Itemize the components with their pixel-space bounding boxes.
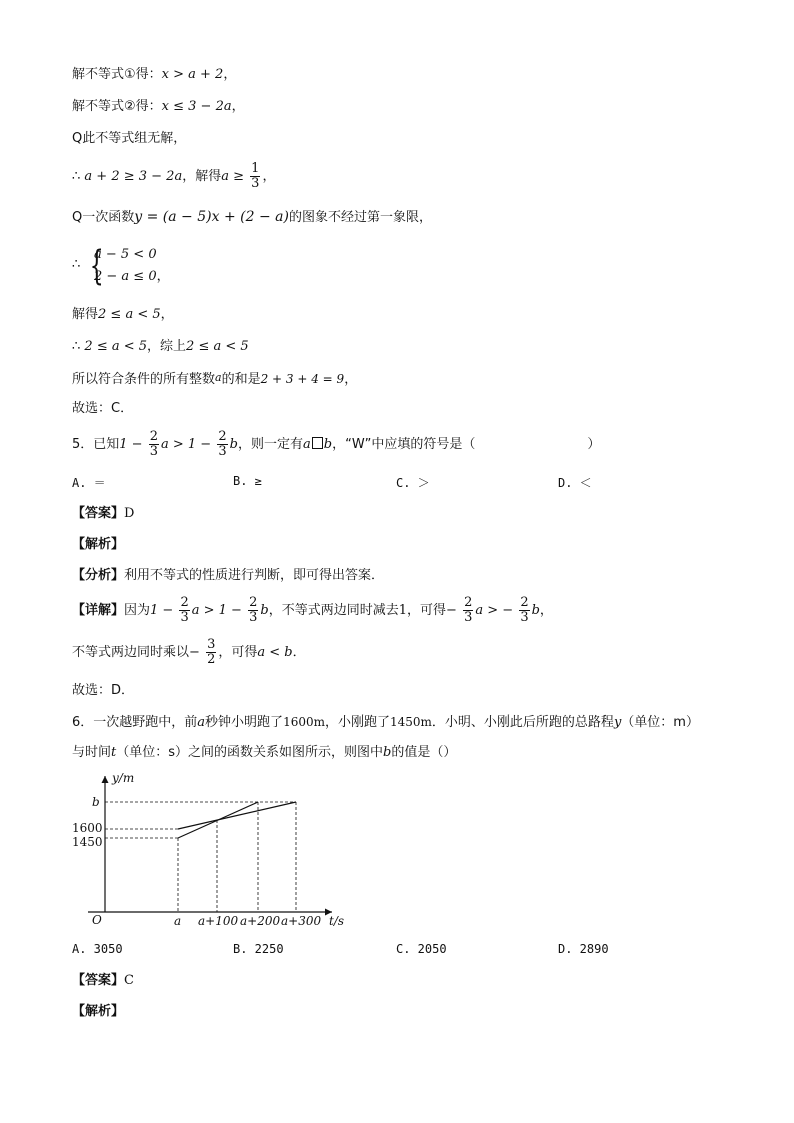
q5-answer: 【答案】D — [72, 506, 135, 521]
y-tick-1450: 1450 — [72, 835, 103, 849]
q5-xiangjie-line-2: 不等式两边同时乘以− $\frac{3}{2}$ ，可得a < b． — [72, 637, 306, 667]
solution-line-4: ∴ a + 2 ≥ 3 − 2a，解得a ≥ $\frac{1}{3}$ ， — [72, 161, 276, 191]
system-brace: { — [89, 243, 104, 289]
question-6-line-1: 6．一次越野跑中，前a秒钟小明跑了1600m，小刚跑了1450m．小明、小刚此后所跑的总路程y（单位：m） — [72, 715, 699, 730]
y-tick-b: b — [92, 795, 100, 809]
fraction-two-thirds: $\frac{2}{3}$ — [249, 595, 258, 625]
q5-choose: 故选：D． — [72, 683, 135, 698]
line-xiaogang — [178, 802, 258, 838]
q6-option-b: B. 2250 — [233, 942, 284, 956]
x-tick-a200: a+200 — [240, 914, 281, 928]
fraction-two-thirds: $\frac{2}{3}$ — [149, 429, 158, 459]
fraction-two-thirds: $\frac{2}{3}$ — [520, 595, 529, 625]
y-axis-label: y/m — [112, 771, 135, 785]
q6-option-a: A. 3050 — [72, 942, 123, 956]
fraction-two-thirds: $\frac{2}{3}$ — [464, 595, 473, 625]
line-xiaoming — [178, 802, 296, 829]
q6-analysis-heading: 【解析】 — [72, 1004, 125, 1019]
solution-line-8: ∴ 2 ≤ a < 5，综上2 ≤ a < 5 — [72, 339, 249, 354]
q5-option-a: A. ＝ — [72, 476, 106, 490]
q5-fenxi: 【分析】利用不等式的性质进行判断，即可得出答案． — [72, 568, 385, 583]
q5-option-c: C. ＞ — [396, 476, 430, 490]
x-tick-a: a — [174, 914, 182, 928]
fraction-one-third: $\frac{1}{3}$ — [251, 161, 260, 191]
solution-line-1: 解不等式①得：x > a + 2， — [72, 67, 237, 82]
system-row-1: a − 5 < 0 — [94, 247, 157, 262]
q5-analysis-heading: 【解析】 — [72, 537, 125, 552]
solution-line-7: 解得2 ≤ a < 5， — [72, 307, 174, 322]
q6-option-c: C. 2050 — [396, 942, 447, 956]
origin-label: O — [92, 913, 102, 927]
fraction-three-halves: $\frac{3}{2}$ — [207, 637, 216, 667]
x-tick-a100: a+100 — [198, 914, 239, 928]
solution-line-10: 故选：C． — [72, 401, 134, 416]
q6-option-d: D. 2890 — [558, 942, 609, 956]
x-axis-label: t/s — [329, 914, 345, 928]
fraction-two-thirds: $\frac{2}{3}$ — [218, 429, 227, 459]
x-tick-a300: a+300 — [281, 914, 322, 928]
question-5: 5．已知1 − $\frac{2}{3}$ a > 1 − $\frac{2}{3}$ b，则一定有a b，“W”中应填的符号是（ ） — [72, 429, 601, 459]
solution-line-2: 解不等式②得：x ≤ 3 − 2a， — [72, 99, 245, 114]
q5-option-d: D. ＜ — [558, 476, 592, 490]
question-6-line-2: 与时间t（单位：s）之间的函数关系如图所示，则图中b的值是（） — [72, 745, 457, 760]
q5-option-b: B. ≥ — [233, 474, 262, 488]
q6-answer: 【答案】C — [72, 973, 134, 988]
y-tick-1600: 1600 — [72, 821, 103, 835]
therefore-symbol: ∴ — [72, 257, 81, 272]
q5-xiangjie: 【详解】因为1 − $\frac{2}{3}$ a > 1 − $\frac{2}{3}$ b，不等式两边同时减去1，可得− $\frac{2}{3}$ a > − $\frac{2}{3}$ b， — [72, 595, 553, 625]
system-row-2: 2 − a ≤ 0， — [94, 269, 170, 284]
solution-line-5: Q一次函数y = (a − 5)x + (2 − a)的图象不经过第一象限， — [72, 209, 432, 225]
fraction-two-thirds: $\frac{2}{3}$ — [180, 595, 189, 625]
solution-line-3: Q此不等式组无解， — [72, 131, 187, 146]
solution-line-9: 所以符合条件的所有整数a的和是2 + 3 + 4 = 9， — [72, 371, 358, 387]
